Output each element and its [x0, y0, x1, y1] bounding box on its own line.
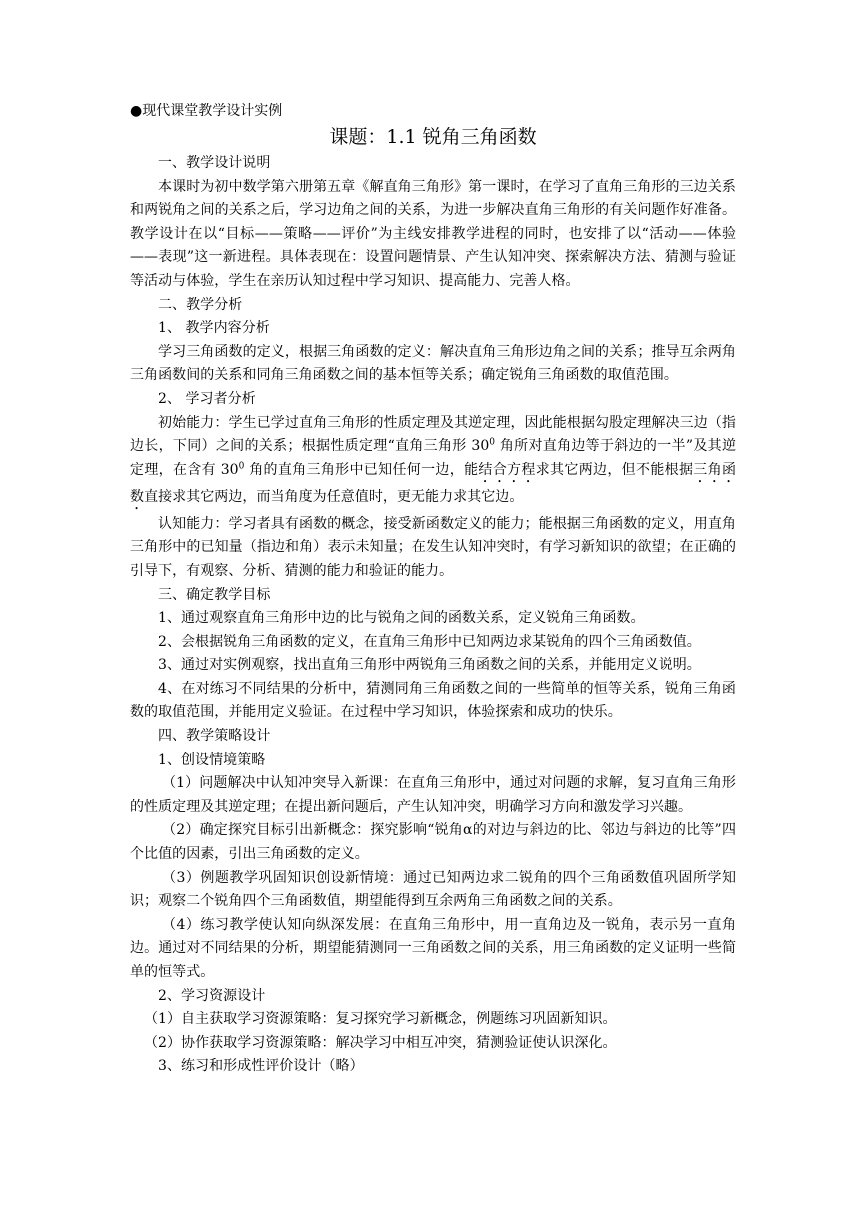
section-1-body: 本课时为初中数学第六册第五章《解直角三角形》第一课时，在学习了直角三角形的三边关系和两锐角之间的关系之后，学习边角之间的关系，为进一步解决直角三角形的有关问题作好准备。教学设计在以“目标——策略——评价”为主线安排教学进程的同时，也安排了以“活动——体验——表现”这一新进程。具体表现在：设置问题情景、产生认知冲突、探索解决方法、猜测与验证等活动与体验，学生在亲历认知过程中学习知识、提高能力、完善人格。 [130, 178, 736, 289]
initial-ability-paragraph [130, 412, 736, 513]
cognitive-ability-paragraph: 认知能力：学习者具有函数的概念，接受新函数定义的能力；能根据三角函数的定义，用直角三角形中的已知量（指边和角）表示未知量；在发生认知冲突时，有学习新知识的欲望；在正确的引导下，有观察、分析、猜测的能力和验证的能力。 [130, 515, 736, 579]
section-heading-3: 三、确定教学目标 [158, 586, 271, 603]
goal-item: 4、在对练习不同结果的分析中，猜测同角三角函数之间的一些简单的恒等关系，锐角三角函数的取值范围，并能用定义验证。在过程中学习知识，体验探索和成功的快乐。 [130, 680, 736, 721]
subsection-heading-4-1: 1、创设情境策略 [158, 751, 266, 768]
text-run: 初始能力：学生已学过直角三角形的性质定理及其逆定理，因此能根据勾股定理解决三边（指边长，下同）之间的关系；根据性质定理“直角三角形 30 [130, 414, 736, 455]
strategy-item: （3）例题教学巩固知识创设新情境：通过已知两边求二锐角的四个三角函数值巩固所学知识；观察二个锐角四个三角函数值，期望能得到互余两角三角函数之间的关系。 [130, 869, 736, 910]
emphasis-text: 结合方程 [478, 461, 536, 478]
resource-item: （1）自主获取学习资源策略：复习探究学习新概念，例题练习巩固新知识。 [144, 1011, 617, 1028]
goal-item: 1、通过观察直角三角形中边的比与锐角之间的函数关系，定义锐角三角函数。 [158, 610, 645, 627]
section-heading-2: 二、教学分析 [158, 296, 243, 313]
section-heading-1: 一、教学设计说明 [158, 155, 271, 171]
subsection-heading-4-3: 3、练习和形成性评价设计（略） [158, 1058, 364, 1075]
text-run: 求其它两边，但不能根据 [535, 461, 694, 478]
goal-item: 2、会根据锐角三角函数的定义，在直角三角形中已知两边求某锐角的四个三角函数值。 [158, 633, 701, 650]
strategy-item: （2）确定探究目标引出新概念：探究影响“锐角α的对边与斜边的比、邻边与斜边的比等”四个比值的因素，引出三角函数的定义。 [130, 822, 736, 863]
document-page [130, 100, 736, 1079]
strategy-item: （1）问题解决中认知冲突导入新课：在直角三角形中，通过对问题的求解，复习直角三角形的性质定理及其逆定理；在提出新问题后，产生认知冲突，明确学习方向和激发学习兴趣。 [130, 775, 736, 815]
superscript-degree: 0 [489, 437, 496, 448]
strategy-item: （4）练习教学使认知向纵深发展：在直角三角形中，用一直角边及一锐角，表示另一直角边。通过对不同结果的分析，期望能猜测同一三角函数之间的关系，用三角函数的定义证明一些简单的恒等式。 [130, 916, 736, 980]
resource-item: （2）协作获取学习资源策略：解决学习中相互冲突，猜测验证使认识深化。 [144, 1034, 617, 1051]
series-label: ●现代课堂教学设计实例 [130, 103, 283, 119]
subsection-heading-4-2: 2、学习资源设计 [158, 987, 266, 1004]
subsection-heading-2-2: 2、 学习者分析 [158, 390, 256, 407]
text-run: 角的直角三角形中已知任何一边，能 [244, 461, 479, 478]
subsection-2-1-body: 学习三角函数的定义，根据三角函数的定义：解决直角三角形边角之间的关系；推导互余两角三角函数间的关系和同角三角函数之间的基本恒等关系；确定锐角三角函数的取值范围。 [130, 343, 736, 384]
superscript-degree: 0 [238, 461, 245, 472]
section-heading-4: 四、教学策略设计 [158, 728, 271, 745]
subsection-heading-2-1: 1、 教学内容分析 [158, 320, 270, 337]
text-run: 角所对直角边等于斜边的一半”及其逆定理，在含有 30 [130, 438, 736, 478]
text-run: 直接求其它两边，而当角度为任意值时，更无能力求其它边。 [144, 488, 524, 505]
page-title: 课题：1.1 锐角三角函数 [329, 126, 537, 148]
goal-item: 3、通过对实例观察，找出直角三角形中两锐角三角函数之间的关系，并能用定义说明。 [158, 657, 701, 674]
emphasis-text: 三角函数 [130, 461, 736, 505]
